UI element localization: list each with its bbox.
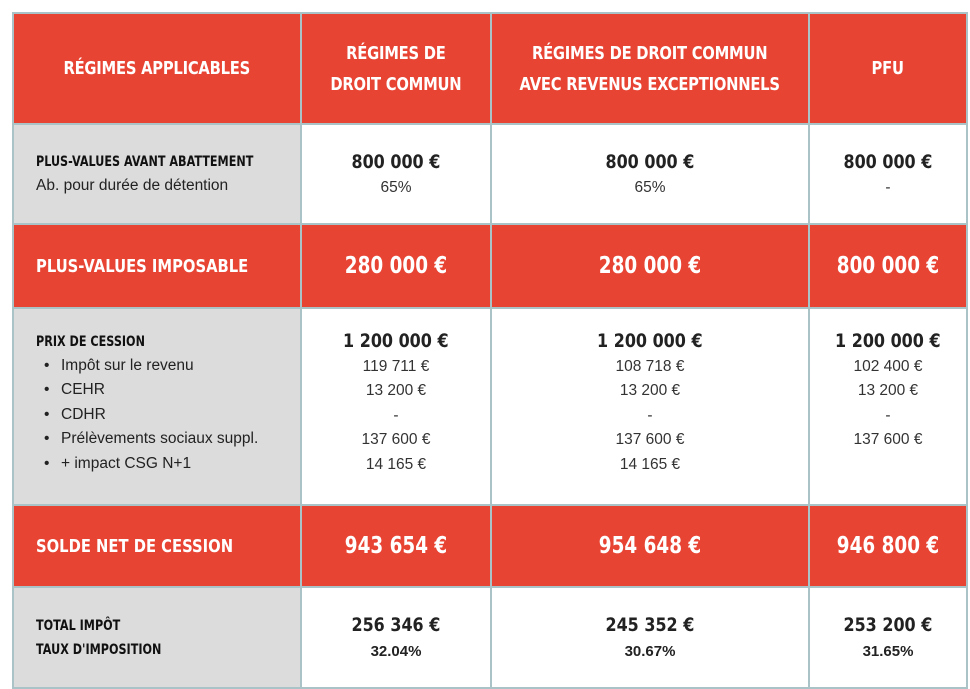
rate-value: 32.04% [370,642,422,660]
rate-value: 31.65% [862,642,914,660]
rate-value: 65% [380,178,412,196]
line-value: 13 200 € [365,382,427,400]
amount-value: 954 648 € [598,533,702,559]
line-value: 137 600 € [853,431,923,449]
amount-value: 800 000 € [605,150,695,173]
header-regimes-applicables [14,14,300,123]
line-value: 14 165 € [365,455,427,473]
line-value: 119 711 € [362,358,430,375]
comparison-table [12,12,968,689]
cell-plus-values [810,125,966,223]
list-item: • + impact CSG N+1 [36,452,300,476]
rate-value: 30.67% [624,642,676,660]
line-value: 102 400 € [853,358,923,375]
label-taux-imposition: TAUX D'IMPOSITION [36,641,162,658]
rate-value: 65% [634,178,666,196]
amount-value: 800 000 € [843,150,933,173]
cell-imposable [302,225,490,307]
cell-total [810,588,966,687]
line-value: 137 600 € [615,431,685,449]
header-text: PFU [871,58,905,79]
cell-cession [810,309,966,504]
cell-total [302,588,490,687]
amount-value: 256 346 € [351,613,441,636]
header-droit-commun [302,14,490,123]
rate-value: - [885,178,891,196]
line-value: 108 718 € [615,358,685,375]
cell-plus-values [492,125,808,223]
row-label-total [14,588,300,687]
line-value: 13 200 € [619,382,681,400]
line-value: 137 600 € [361,431,431,449]
row-label-plus-values [14,125,300,223]
price-value: 1 200 000 € [343,330,449,352]
row-label-cession [14,309,300,504]
label-plus-values-avant-abattement: PLUS-VALUES AVANT ABATTEMENT [36,154,254,170]
line-value: 14 165 € [619,455,681,473]
list-item: • CEHR [36,378,300,402]
price-value: 1 200 000 € [597,330,703,352]
amount-value: 245 352 € [605,613,695,636]
header-pfu [810,14,966,123]
cell-cession [302,309,490,504]
amount-value: 280 000 € [344,253,448,279]
cell-solde [810,506,966,586]
header-text: RÉGIMES DE [346,42,446,64]
header-text: RÉGIMES APPLICABLES [63,58,251,79]
line-value: 13 200 € [857,382,919,400]
cell-cession [492,309,808,504]
label-total-impot: TOTAL IMPÔT [36,617,121,634]
line-value: - [647,406,653,424]
label-plus-values-imposable: PLUS-VALUES IMPOSABLE [36,255,249,277]
header-text: AVEC REVENUS EXCEPTIONNELS [519,73,781,95]
row-label-solde [14,506,300,586]
list-item: • Impôt sur le revenu [36,354,300,378]
cell-imposable [810,225,966,307]
amount-value: 946 800 € [836,533,940,559]
amount-value: 800 000 € [351,150,441,173]
amount-value: 280 000 € [598,253,702,279]
cell-solde [492,506,808,586]
header-revenus-exceptionnels [492,14,808,123]
list-item: • Prélèvements sociaux suppl. [36,427,300,451]
header-text: DROIT COMMUN [330,73,462,95]
cell-plus-values [302,125,490,223]
row-label-imposable [14,225,300,307]
cell-imposable [492,225,808,307]
price-value: 1 200 000 € [835,330,941,352]
list-item: • CDHR [36,403,300,427]
line-value: - [885,406,891,424]
label-prix-de-cession: PRIX DE CESSION [36,334,145,350]
header-text: RÉGIMES DE DROIT COMMUN [532,42,768,64]
amount-value: 253 200 € [843,613,933,636]
label-solde-net: SOLDE NET DE CESSION [36,535,234,557]
amount-value: 800 000 € [836,253,940,279]
label-abattement-duree: Ab. pour durée de détention [36,177,229,194]
amount-value: 943 654 € [344,533,448,559]
cell-total [492,588,808,687]
cell-solde [302,506,490,586]
line-value: - [393,406,399,424]
